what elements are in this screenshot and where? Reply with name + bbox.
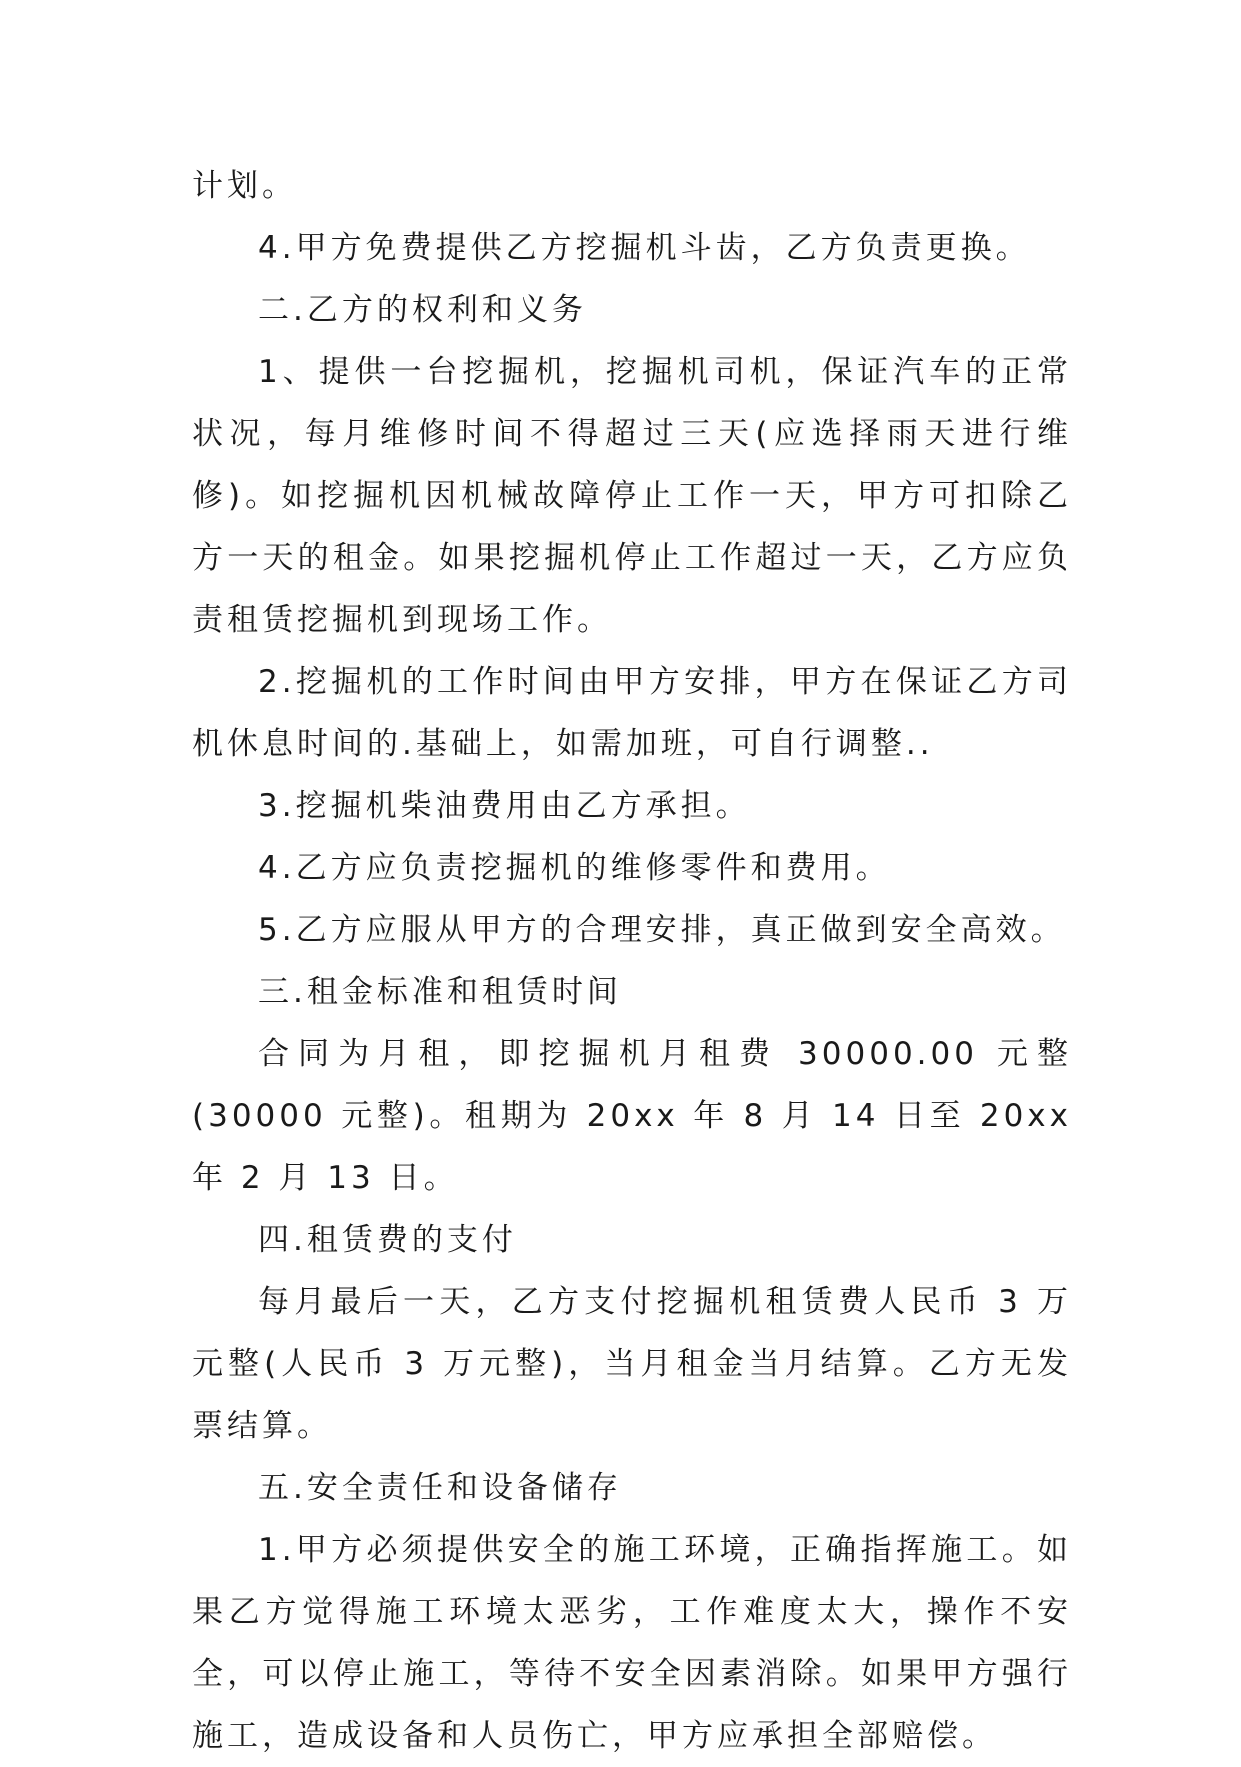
paragraph-rent-terms: 合同为月租，即挖掘机月租费 30000.00 元整(30000 元整)。租期为 20xx 年 8 月 14 日至 20xx 年 2 月 13 日。 — [192, 1036, 1072, 1196]
paragraph-party-b-item-4: 4.乙方应负责挖掘机的维修零件和费用。 — [258, 850, 891, 886]
section-heading-rent-payment: 四.租赁费的支付 — [258, 1222, 517, 1258]
paragraph-party-b-item-5: 5.乙方应服从甲方的合理安排，真正做到安全高效。 — [258, 912, 1066, 948]
section-heading-party-b-rights: 二.乙方的权利和义务 — [258, 292, 587, 328]
paragraph-party-b-item-2: 2.挖掘机的工作时间由甲方安排，甲方在保证乙方司机休息时间的.基础上，如需加班，可自行调整.. — [192, 664, 1072, 762]
section-heading-safety: 五.安全责任和设备储存 — [258, 1470, 622, 1506]
paragraph-payment-terms: 每月最后一天，乙方支付挖掘机租赁费人民币 3 万元整(人民币 3 万元整)，当月租金当月结算。乙方无发票结算。 — [192, 1284, 1072, 1444]
paragraph-party-b-item-3: 3.挖掘机柴油费用由乙方承担。 — [258, 788, 751, 824]
paragraph-party-a-item-4: 4.甲方免费提供乙方挖掘机斗齿，乙方负责更换。 — [258, 230, 1031, 266]
paragraph-safety-item-1: 1.甲方必须提供安全的施工环境，正确指挥施工。如果乙方觉得施工环境太恶劣，工作难度太大，操作不安全，可以停止施工，等待不安全因素消除。如果甲方强行施工，造成设备和人员伤亡，甲方应承担全部赔偿。 — [192, 1532, 1072, 1754]
document-body — [192, 155, 1072, 1767]
paragraph-party-b-item-1: 1、提供一台挖掘机，挖掘机司机，保证汽车的正常状况，每月维修时间不得超过三天(应选择雨天进行维修)。如挖掘机因机械故障停止工作一天，甲方可扣除乙方一天的租金。如果挖掘机停止工作超过一天，乙方应负责租赁挖掘机到现场工作。 — [192, 354, 1072, 638]
paragraph-plan-end: 计划。 — [192, 168, 297, 204]
section-heading-rent-standard: 三.租金标准和租赁时间 — [258, 974, 622, 1010]
